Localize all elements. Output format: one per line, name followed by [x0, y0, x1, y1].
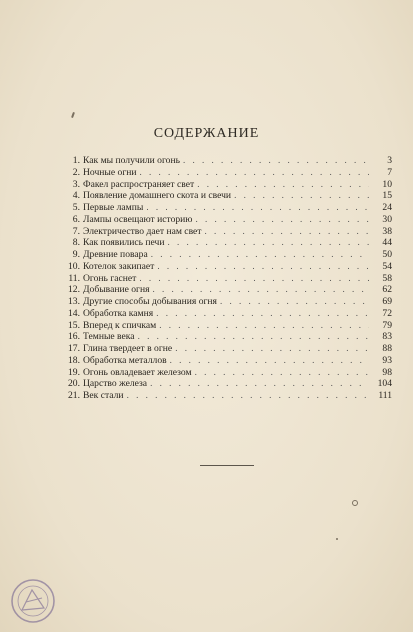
toc-entry-title: Электричество дает нам свет: [83, 225, 202, 237]
toc-entry: [62, 167, 392, 179]
toc-entry: [62, 261, 392, 273]
toc-entry: [62, 284, 392, 296]
toc-entry-page: 44: [382, 237, 392, 249]
dot-leader: [146, 202, 369, 214]
toc-entry-number: 6.: [72, 213, 80, 225]
toc-entry-page: 24: [382, 202, 392, 213]
dot-leader: [205, 226, 370, 238]
toc-entry-number: 1.: [72, 155, 80, 166]
toc-entry-number: 16.: [68, 331, 80, 343]
toc-entry-title: Факел распространяет свет: [83, 178, 195, 190]
dot-leader: [150, 378, 369, 390]
library-stamp-icon: [8, 576, 58, 626]
toc-entry-page: 69: [382, 296, 392, 307]
dot-leader: [234, 190, 369, 202]
toc-entry-page: 98: [382, 366, 392, 378]
toc-entry-title: Темные века: [83, 331, 135, 343]
toc-entry-title: Появление домашнего скота и свечи: [83, 190, 232, 202]
toc-entry-page: 10: [382, 178, 392, 190]
dot-leader: [151, 249, 369, 261]
toc-entry: [62, 378, 392, 390]
toc-entry-title: Обработка металлов: [83, 354, 167, 366]
toc-entry-number: 14.: [68, 307, 80, 319]
paper-speck: [336, 538, 338, 540]
toc-entry-page: 3: [387, 155, 392, 166]
dot-leader: [183, 155, 369, 167]
dot-leader: [195, 367, 369, 379]
dot-leader: [195, 214, 369, 226]
dot-leader: [170, 355, 369, 367]
toc-entry-title: Лампы освещают историю: [83, 213, 193, 225]
toc-entry-title: Обработка камня: [83, 307, 154, 319]
dot-leader: [140, 167, 369, 179]
dot-leader: [138, 331, 369, 343]
toc-entry-number: 4.: [72, 190, 80, 202]
toc-entry-title: Как появились печи: [83, 237, 165, 249]
dot-leader: [153, 284, 369, 296]
toc-entry-number: 11.: [68, 272, 80, 284]
toc-entry-number: 18.: [68, 354, 80, 366]
toc-entry: [62, 320, 392, 332]
toc-entry: [62, 214, 392, 226]
toc-entry-title: Другие способы добывания огня: [83, 296, 217, 307]
toc-entry: [62, 237, 392, 249]
toc-entry-title: Как мы получили огонь: [83, 155, 180, 166]
paper-speck: [352, 500, 358, 506]
toc-entry-page: 50: [382, 249, 392, 260]
dot-leader: [197, 179, 369, 191]
dot-leader: [139, 273, 369, 285]
toc-entry: [62, 343, 392, 355]
toc-entry-title: Котелок закипает: [83, 260, 155, 272]
toc-entry-number: 21.: [68, 390, 80, 401]
toc-entry-page: 72: [382, 307, 392, 319]
toc-entry-page: 15: [382, 190, 392, 202]
dot-leader: [127, 390, 369, 402]
toc-entry-number: 5.: [72, 202, 80, 213]
toc-entry: [62, 355, 392, 367]
toc-entry-page: 79: [382, 319, 392, 331]
toc-entry-page: 54: [382, 260, 392, 272]
toc-entry-title: Вперед к спичкам: [83, 319, 157, 331]
toc-entry-page: 58: [382, 272, 392, 284]
toc-entry-title: Глина твердеет в огне: [83, 343, 173, 354]
toc-entry: [62, 273, 392, 285]
toc-entry: [62, 155, 392, 167]
toc-entry: [62, 202, 392, 214]
toc-entry-title: Огонь овладевает железом: [83, 366, 192, 378]
toc-entry: [62, 367, 392, 379]
toc-entry-number: 20.: [68, 378, 80, 390]
dot-leader: [159, 320, 369, 332]
dot-leader: [156, 308, 369, 320]
dot-leader: [167, 237, 369, 249]
toc-entry-number: 15.: [68, 319, 80, 331]
toc-entry: [62, 331, 392, 343]
toc-entry: [62, 179, 392, 191]
toc-entry: [62, 390, 392, 402]
toc-entry-number: 12.: [68, 284, 80, 296]
toc-entry-title: Огонь гаснет: [83, 272, 137, 284]
section-divider: [200, 465, 254, 466]
toc-entry-number: 10.: [68, 260, 80, 272]
toc-entry-number: 2.: [72, 166, 80, 178]
toc-entry-page: 7: [387, 166, 392, 178]
toc-entry-page: 104: [377, 378, 392, 390]
toc-entry-number: 3.: [72, 178, 80, 190]
toc-entry-page: 83: [382, 331, 392, 343]
toc-entry-title: Царство железа: [83, 378, 148, 390]
dot-leader: [157, 261, 369, 273]
dot-leader: [220, 296, 369, 308]
toc-entry-number: 8.: [72, 237, 80, 249]
toc-entry-title: Древние повара: [83, 249, 148, 260]
toc-entry-number: 13.: [68, 296, 80, 307]
toc-entry-number: 7.: [72, 225, 80, 237]
toc-entry-number: 9.: [72, 249, 80, 260]
toc-entry-page: 111: [378, 390, 392, 401]
toc-entry: [62, 308, 392, 320]
toc-entry-number: 17.: [68, 343, 80, 354]
toc-entry: [62, 249, 392, 261]
toc-entry-page: 62: [382, 284, 392, 296]
toc-entry-title: Добывание огня: [83, 284, 150, 296]
toc-entry-page: 88: [382, 343, 392, 354]
paper-speck: [71, 112, 75, 118]
toc-entry-title: Первые лампы: [83, 202, 144, 213]
toc-entry-page: 93: [382, 354, 392, 366]
toc-entry-title: Век стали: [83, 390, 124, 401]
toc-entry: [62, 226, 392, 238]
dot-leader: [175, 343, 369, 355]
toc-entry: [62, 190, 392, 202]
toc-entry-number: 19.: [68, 366, 80, 378]
toc-entry-page: 30: [382, 213, 392, 225]
toc-entry: [62, 296, 392, 308]
toc-entry-page: 38: [382, 225, 392, 237]
toc-entry-title: Ночные огни: [83, 166, 137, 178]
page-title: СОДЕРЖАНИЕ: [153, 126, 260, 141]
table-of-contents: [62, 155, 392, 402]
